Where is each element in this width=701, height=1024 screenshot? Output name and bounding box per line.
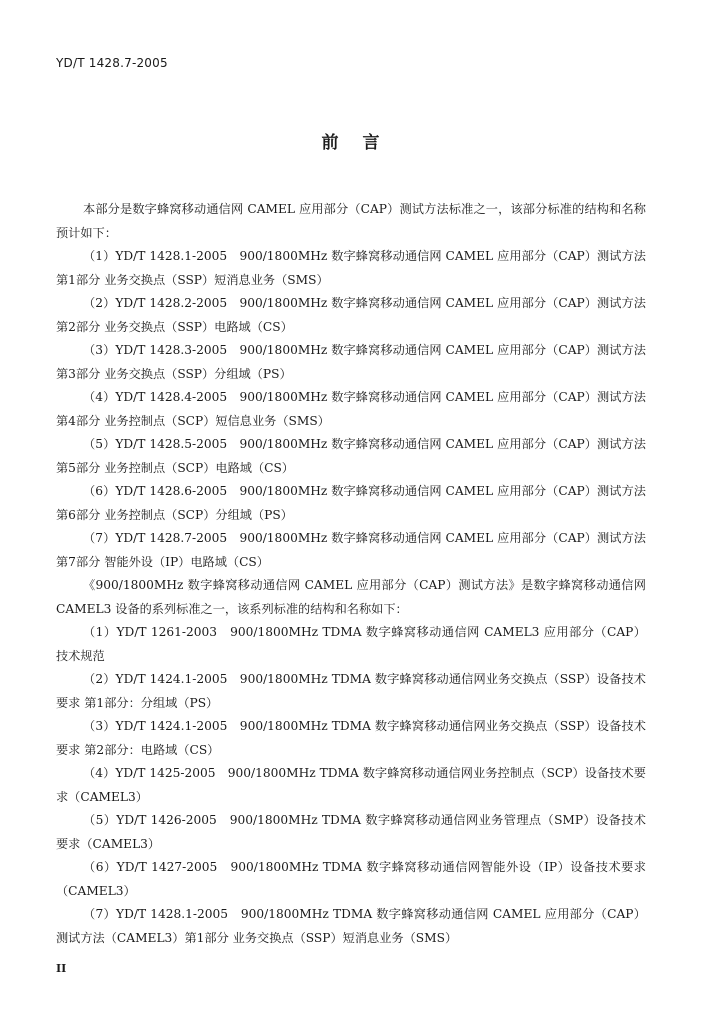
list-item: （4）YD/T 1425-2005 900/1800MHz TDMA 数字蜂窝移动通信网业务控制点（SCP）设备技术要求（CAMEL3） (56, 766, 646, 804)
document-number-header: YD/T 1428.7-2005 (56, 56, 168, 70)
list-item: （7）YD/T 1428.1-2005 900/1800MHz TDMA 数字蜂窝移动通信网 CAMEL 应用部分（CAP）测试方法（CAMEL3）第1部分 业务交换点（SSP）短消息业务（SMS） (56, 907, 646, 945)
list-item: （2）YD/T 1428.2-2005 900/1800MHz 数字蜂窝移动通信网 CAMEL 应用部分（CAP）测试方法 第2部分 业务交换点（SSP）电路域（CS） (56, 296, 646, 334)
page-title: 前言 (321, 133, 404, 153)
list-item: （4）YD/T 1428.4-2005 900/1800MHz 数字蜂窝移动通信网 CAMEL 应用部分（CAP）测试方法 第4部分 业务控制点（SCP）短信息业务（SMS） (56, 390, 646, 428)
list-item: （7）YD/T 1428.7-2005 900/1800MHz 数字蜂窝移动通信网 CAMEL 应用部分（CAP）测试方法 第7部分 智能外设（IP）电路域（CS） (56, 531, 646, 569)
series-intro-paragraph: 《900/1800MHz 数字蜂窝移动通信网 CAMEL 应用部分（CAP）测试方法》是数字蜂窝移动通信网 CAMEL3 设备的系列标准之一，该系列标准的结构和名称如下： (56, 578, 646, 616)
list-item: （1）YD/T 1261-2003 900/1800MHz TDMA 数字蜂窝移动通信网 CAMEL3 应用部分（CAP）技术规范 (56, 625, 646, 663)
list-item: （5）YD/T 1428.5-2005 900/1800MHz 数字蜂窝移动通信网 CAMEL 应用部分（CAP）测试方法 第5部分 业务控制点（SCP）电路域（CS） (56, 437, 646, 475)
list-item: （6）YD/T 1428.6-2005 900/1800MHz 数字蜂窝移动通信网 CAMEL 应用部分（CAP）测试方法 第6部分 业务控制点（SCP）分组域（PS） (56, 484, 646, 522)
list-item: （6）YD/T 1427-2005 900/1800MHz TDMA 数字蜂窝移动通信网智能外设（IP）设备技术要求（CAMEL3） (56, 860, 646, 898)
list-item: （1）YD/T 1428.1-2005 900/1800MHz 数字蜂窝移动通信网 CAMEL 应用部分（CAP）测试方法 第1部分 业务交换点（SSP）短消息业务（SMS） (56, 249, 646, 287)
list-item: （3）YD/T 1428.3-2005 900/1800MHz 数字蜂窝移动通信网 CAMEL 应用部分（CAP）测试方法 第3部分 业务交换点（SSP）分组域（PS） (56, 343, 646, 381)
list-item: （5）YD/T 1426-2005 900/1800MHz TDMA 数字蜂窝移动通信网业务管理点（SMP）设备技术要求（CAMEL3） (56, 813, 646, 851)
page-number: II (56, 962, 67, 975)
list-item: （3）YD/T 1424.1-2005 900/1800MHz TDMA 数字蜂窝移动通信网业务交换点（SSP）设备技术要求 第2部分：电路域（CS） (56, 719, 646, 757)
body-text (56, 198, 646, 950)
intro-paragraph: 本部分是数字蜂窝移动通信网 CAMEL 应用部分（CAP）测试方法标准之一，该部分标准的结构和名称预计如下： (56, 202, 646, 240)
list-item: （2）YD/T 1424.1-2005 900/1800MHz TDMA 数字蜂窝移动通信网业务交换点（SSP）设备技术要求 第1部分：分组域（PS） (56, 672, 646, 710)
